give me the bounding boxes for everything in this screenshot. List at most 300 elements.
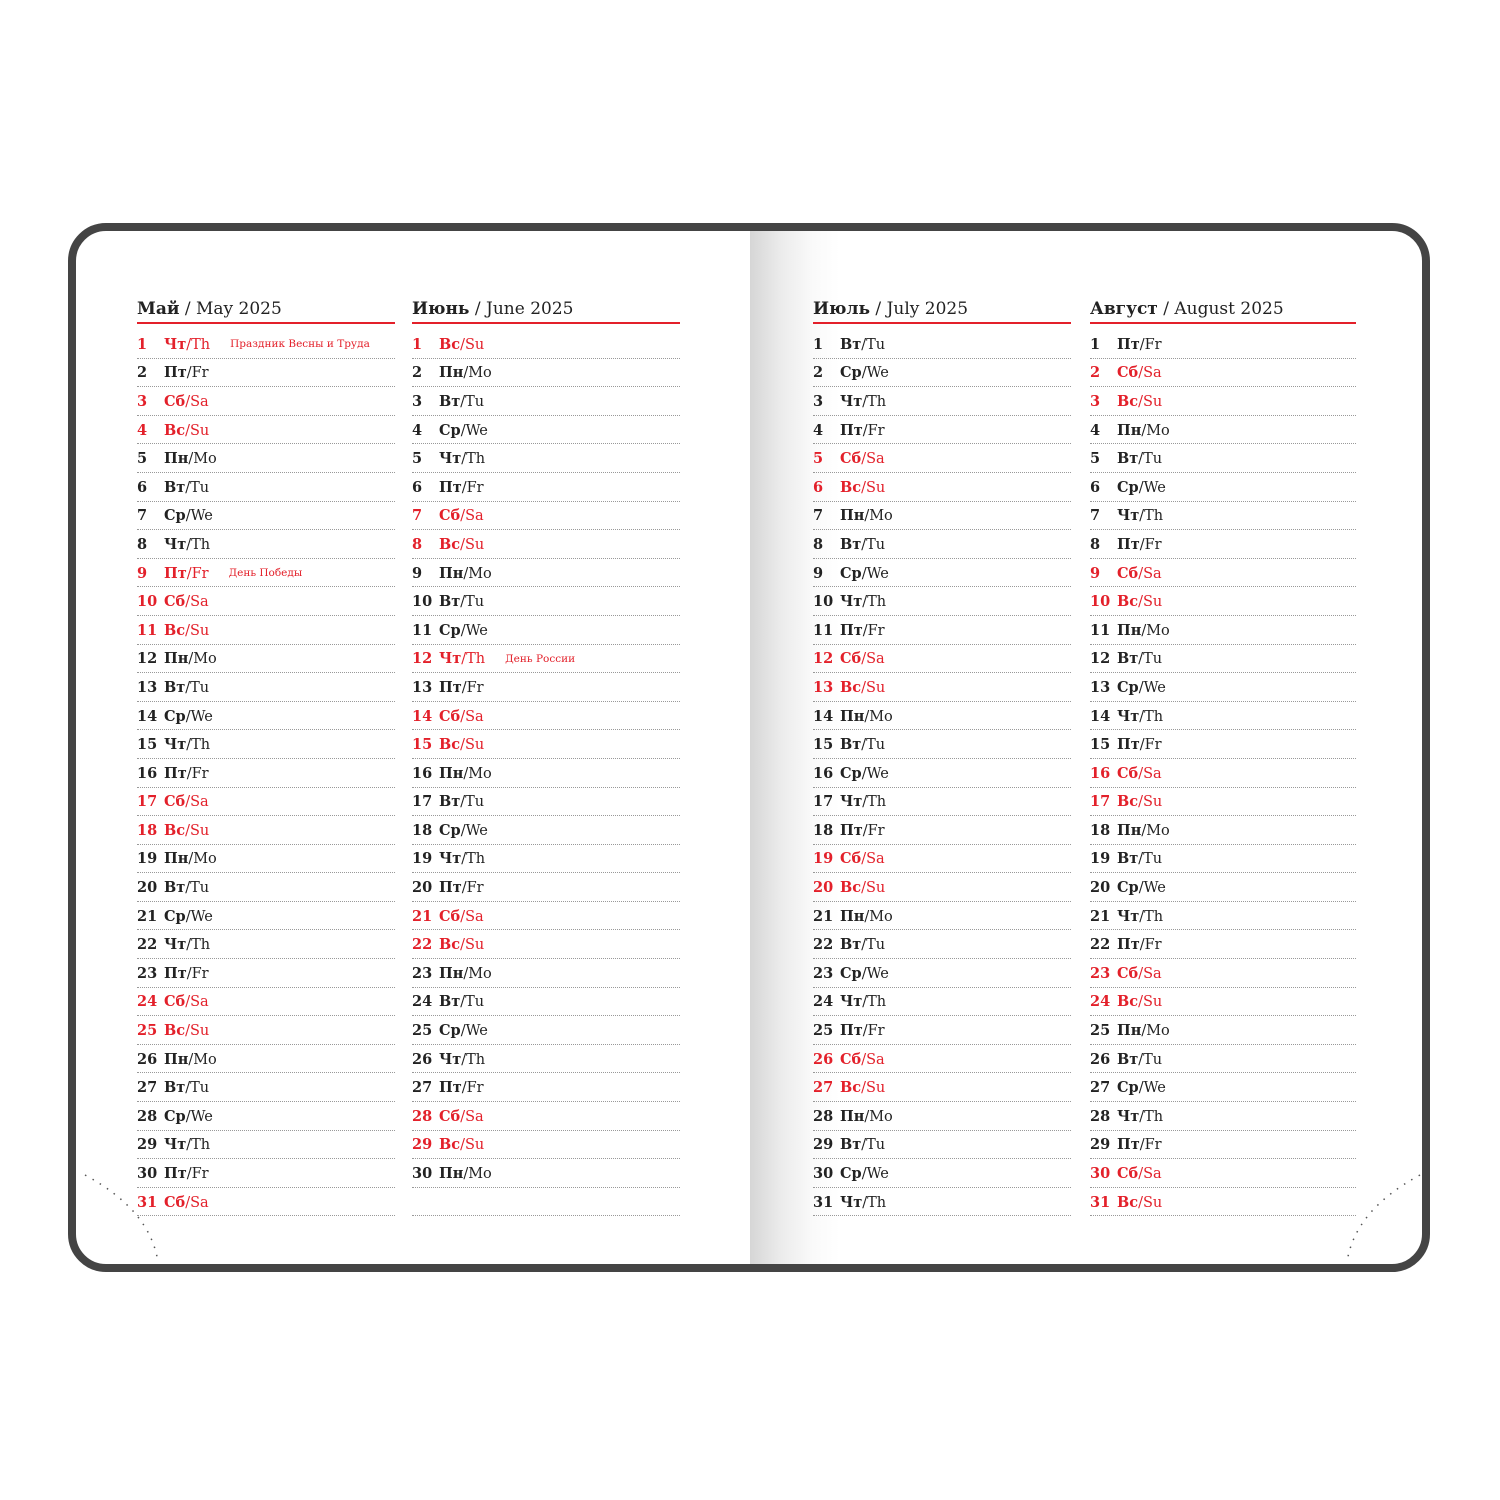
weekday-en: /Fr [1139,937,1162,954]
day-row [412,988,680,1017]
day-number: 10 [1090,593,1111,611]
day-number: 23 [412,964,433,982]
day-row [1090,730,1356,759]
weekday-en: /Tu [1138,851,1163,868]
weekday-en: /Sa [1138,565,1162,582]
weekday: Вт/Tu [439,993,485,1011]
weekday-en: /Su [460,1137,485,1154]
day-number: 5 [813,450,824,468]
weekday: Вт/Tu [164,678,210,696]
weekday-en: /Mo [463,565,492,582]
day-number: 29 [137,1136,158,1154]
weekday-en: /Su [861,1080,886,1097]
day-row [1090,502,1356,531]
day-row [1090,359,1356,388]
month-header [412,296,680,324]
weekday-en: /Mo [864,708,893,725]
day-row [813,730,1071,759]
month-july [813,296,1071,1216]
day-number: 23 [137,964,158,982]
day-row [1090,387,1356,416]
day-number: 27 [137,1079,158,1097]
weekday-en: /We [861,765,889,782]
day-number: 30 [813,1165,834,1183]
weekday: Чт/Th [439,650,486,668]
day-row [1090,1131,1356,1160]
weekday-en: /We [861,365,889,382]
day-number: 4 [412,421,423,439]
day-number: 2 [412,364,423,382]
day-number: 9 [1090,564,1101,582]
day-row [137,788,395,817]
day-number: 20 [813,879,834,897]
day-row [137,473,395,502]
weekday: Пт/Fr [1117,736,1162,754]
day-row [1090,988,1356,1017]
day-number: 6 [412,478,423,496]
weekday-en: /Su [185,622,210,639]
day-row [137,959,395,988]
weekday: Вс/Su [1117,993,1163,1011]
day-number: 24 [412,993,433,1011]
day-number: 28 [137,1107,158,1125]
weekday-en: /Sa [1138,1166,1162,1183]
weekday: Вс/Su [840,879,886,897]
day-number: 13 [137,678,158,696]
weekday-en: /We [861,565,889,582]
month-header [137,296,395,324]
weekday-en: /Fr [461,679,484,696]
weekday: Ср/We [1117,678,1166,696]
month-title-ru: Июнь [412,299,470,319]
weekday-en: /Mo [864,908,893,925]
day-number: 31 [137,1193,158,1211]
weekday: Пн/Mo [164,650,217,668]
weekday-en: /Mo [188,651,217,668]
day-row [1090,959,1356,988]
day-row [1090,530,1356,559]
day-row [1090,1188,1356,1217]
weekday-en: /Th [1139,708,1164,725]
weekday-en: /Su [1138,393,1163,410]
weekday-en: /Su [861,880,886,897]
weekday: Пн/Mo [439,964,492,982]
weekday-en: /Th [862,994,887,1011]
day-row [1090,1045,1356,1074]
weekday-en: /We [460,822,488,839]
weekday: Пн/Mo [1117,421,1170,439]
day-number: 5 [412,450,423,468]
day-row [813,416,1071,445]
weekday: Пт/Fr [840,621,885,639]
day-row [137,387,395,416]
weekday-en: /We [460,422,488,439]
day-number: 28 [1090,1107,1111,1125]
weekday: Чт/Th [1117,707,1164,725]
day-row [137,845,395,874]
weekday-en: /Tu [460,794,485,811]
day-number: 8 [137,535,148,553]
month-header [1090,296,1356,324]
weekday: Вт/Tu [439,392,485,410]
day-number: 5 [137,450,148,468]
day-row [813,1045,1071,1074]
weekday-en: /Su [1138,594,1163,611]
day-number: 11 [813,621,834,639]
weekday-en: /Th [1139,508,1164,525]
day-row [412,473,680,502]
weekday-en: /Tu [861,737,886,754]
day-number: 22 [412,936,433,954]
day-row [1090,1073,1356,1102]
day-number: 30 [1090,1165,1111,1183]
day-row [1090,902,1356,931]
weekday-en: /Tu [861,937,886,954]
weekday: Сб/Sa [164,993,209,1011]
day-row [813,845,1071,874]
weekday: Пт/Fr [1117,535,1162,553]
weekday: Вт/Tu [840,335,886,353]
weekday-en: /We [185,908,213,925]
day-row [813,387,1071,416]
day-row [1090,873,1356,902]
day-number: 5 [1090,450,1101,468]
day-number: 8 [412,535,423,553]
day-row [412,1045,680,1074]
weekday-en: /Tu [1138,1051,1163,1068]
weekday: Вт/Tu [1117,850,1163,868]
day-row [137,444,395,473]
day-row [137,359,395,388]
weekday: Ср/We [1117,478,1166,496]
weekday: Вс/Su [439,736,485,754]
weekday: Сб/Sa [439,707,484,725]
day-number: 15 [813,736,834,754]
weekday-en: /Fr [862,822,885,839]
weekday-en: /Su [460,536,485,553]
weekday-en: /Su [1138,794,1163,811]
weekday: Ср/We [164,507,213,525]
weekday: Чт/Th [840,793,887,811]
weekday: Пт/Fr [164,364,209,382]
day-row [1090,444,1356,473]
day-number: 25 [1090,1022,1111,1040]
day-number: 22 [137,936,158,954]
weekday-en: /Sa [861,651,885,668]
day-row [813,902,1071,931]
day-number: 7 [412,507,423,525]
day-row [412,616,680,645]
weekday-en: /Tu [460,393,485,410]
weekday: Сб/Sa [164,793,209,811]
day-list [813,324,1071,1216]
day-row [813,587,1071,616]
weekday: Вт/Tu [840,535,886,553]
weekday-en: /Su [185,1023,210,1040]
day-row [137,530,395,559]
day-number: 21 [137,907,158,925]
weekday: Ср/We [1117,1079,1166,1097]
day-number: 30 [137,1165,158,1183]
weekday: Пн/Mo [164,850,217,868]
day-row [137,759,395,788]
day-number: 3 [137,392,148,410]
day-number: 16 [1090,764,1111,782]
day-row [137,902,395,931]
day-number: 22 [813,936,834,954]
weekday-en: /Th [862,594,887,611]
weekday-en: /Th [461,451,486,468]
month-may [137,296,395,1216]
weekday-en: /Fr [862,622,885,639]
day-number: 3 [412,392,423,410]
weekday: Пт/Fr [840,821,885,839]
day-number: 3 [813,392,824,410]
holiday-note: День Победы [228,567,303,580]
weekday-en: /Mo [188,851,217,868]
day-row [412,702,680,731]
weekday-en: /Th [1139,1108,1164,1125]
weekday-en: /Fr [186,565,209,582]
weekday: Ср/We [840,764,889,782]
weekday-en: /Tu [861,336,886,353]
day-row [137,988,395,1017]
day-row [137,702,395,731]
day-row [813,702,1071,731]
day-number: 8 [813,535,824,553]
day-row [813,673,1071,702]
day-number: 7 [813,507,824,525]
weekday-en: /Tu [185,880,210,897]
day-number: 16 [137,764,158,782]
weekday: Вт/Tu [164,1079,210,1097]
day-number: 30 [412,1165,433,1183]
day-row [137,502,395,531]
day-number: 10 [412,593,433,611]
weekday: Пн/Mo [1117,821,1170,839]
day-number: 21 [412,907,433,925]
day-row [813,873,1071,902]
day-number: 17 [1090,793,1111,811]
day-row [412,730,680,759]
weekday-en: /Sa [861,851,885,868]
weekday: Ср/We [439,821,488,839]
month-june [412,296,680,1216]
weekday-en: /Th [862,794,887,811]
day-number: 28 [813,1107,834,1125]
day-row [412,387,680,416]
day-row [1090,645,1356,674]
month-title-ru: Август [1090,299,1158,319]
weekday-en: /Fr [186,1166,209,1183]
month-title-en: / August 2025 [1157,299,1284,319]
day-row [813,502,1071,531]
day-row [813,788,1071,817]
day-row [813,1073,1071,1102]
day-row [412,1073,680,1102]
weekday-en: /Fr [1139,737,1162,754]
day-number: 21 [1090,907,1111,925]
day-number: 31 [813,1193,834,1211]
day-row [1090,330,1356,359]
day-number: 13 [1090,678,1111,696]
weekday: Сб/Sa [1117,764,1162,782]
weekday: Пн/Mo [439,564,492,582]
weekday: Пт/Fr [1117,1136,1162,1154]
weekday: Сб/Sa [164,1193,209,1211]
weekday-en: /Tu [1138,451,1163,468]
day-row [137,416,395,445]
day-row [412,902,680,931]
weekday-en: /Sa [460,1108,484,1125]
day-number: 14 [412,707,433,725]
weekday: Сб/Sa [439,1107,484,1125]
weekday: Ср/We [840,564,889,582]
day-number: 27 [813,1079,834,1097]
day-row [137,873,395,902]
day-number: 26 [813,1050,834,1068]
weekday-en: /Sa [185,393,209,410]
weekday: Вс/Su [439,936,485,954]
day-row [412,359,680,388]
weekday: Сб/Sa [840,850,885,868]
weekday-en: /Fr [186,765,209,782]
weekday: Чт/Th [439,850,486,868]
day-row [813,1131,1071,1160]
day-row [1090,1159,1356,1188]
weekday-en: /Sa [1138,365,1162,382]
day-row [412,587,680,616]
month-title-en: / July 2025 [870,299,969,319]
day-number: 19 [137,850,158,868]
weekday-en: /Sa [1138,765,1162,782]
weekday-en: /We [1138,880,1166,897]
weekday: Пн/Mo [840,507,893,525]
day-number: 4 [1090,421,1101,439]
weekday-en: /Sa [861,1051,885,1068]
weekday-en: /Th [186,1137,211,1154]
day-number: 23 [1090,964,1111,982]
day-row [137,645,395,674]
weekday: Пт/Fr [439,1079,484,1097]
month-august [1090,296,1356,1216]
weekday: Чт/Th [439,450,486,468]
day-number: 6 [813,478,824,496]
weekday: Пн/Mo [1117,621,1170,639]
day-row [412,930,680,959]
day-row [1090,559,1356,588]
weekday: Сб/Sa [164,392,209,410]
day-row [1090,816,1356,845]
day-number: 26 [137,1050,158,1068]
day-number: 18 [137,821,158,839]
day-row [813,330,1071,359]
day-row [813,359,1071,388]
day-row [137,1102,395,1131]
day-number: 24 [813,993,834,1011]
day-row [412,330,680,359]
weekday-en: /Sa [185,794,209,811]
day-number: 12 [412,650,433,668]
day-number: 7 [137,507,148,525]
day-row [813,988,1071,1017]
day-number: 14 [137,707,158,725]
weekday-en: /Mo [463,365,492,382]
day-row [412,416,680,445]
day-number: 22 [1090,936,1111,954]
weekday: Ср/We [164,1107,213,1125]
day-row [137,1159,395,1188]
weekday-en: /Su [460,336,485,353]
weekday: Пт/Fr [164,964,209,982]
weekday-en: /Mo [463,1166,492,1183]
weekday: Вс/Su [439,535,485,553]
day-row [137,559,395,588]
weekday-en: /Th [461,1051,486,1068]
day-number: 29 [1090,1136,1111,1154]
weekday-en: /Fr [186,365,209,382]
weekday: Чт/Th [164,936,211,954]
day-number: 16 [412,764,433,782]
weekday: Пт/Fr [1117,936,1162,954]
weekday: Вс/Su [164,421,210,439]
weekday: Ср/We [439,421,488,439]
day-number: 1 [137,335,148,353]
weekday: Вт/Tu [1117,1050,1163,1068]
weekday-en: /Fr [186,965,209,982]
weekday-en: /We [185,1108,213,1125]
weekday-en: /Th [186,937,211,954]
weekday: Сб/Sa [840,1050,885,1068]
day-row [412,959,680,988]
weekday: Вс/Su [164,821,210,839]
day-row [412,1102,680,1131]
day-number: 15 [1090,736,1111,754]
weekday-en: /Sa [185,594,209,611]
month-title-ru: Май [137,299,180,319]
weekday: Пн/Mo [164,450,217,468]
weekday-en: /Mo [188,451,217,468]
day-number: 2 [813,364,824,382]
day-list [137,324,395,1216]
weekday-en: /Fr [862,1023,885,1040]
weekday: Пн/Mo [840,907,893,925]
weekday: Чт/Th [840,392,887,410]
day-row [412,1159,680,1188]
weekday: Вт/Tu [840,936,886,954]
weekday-en: /Th [461,851,486,868]
weekday: Вс/Su [439,335,485,353]
day-row [813,959,1071,988]
weekday: Сб/Sa [840,650,885,668]
day-row [137,816,395,845]
weekday-en: /We [861,965,889,982]
weekday-en: /Sa [185,1194,209,1211]
day-row [1090,587,1356,616]
day-list [1090,324,1356,1216]
weekday-en: /Fr [461,880,484,897]
day-row [137,330,395,359]
month-title-ru: Июль [813,299,871,319]
weekday-en: /Su [185,822,210,839]
day-row [412,816,680,845]
day-row [137,730,395,759]
weekday-en: /Th [862,1194,887,1211]
day-row [412,788,680,817]
day-number: 23 [813,964,834,982]
weekday-en: /Tu [861,536,886,553]
day-number: 28 [412,1107,433,1125]
